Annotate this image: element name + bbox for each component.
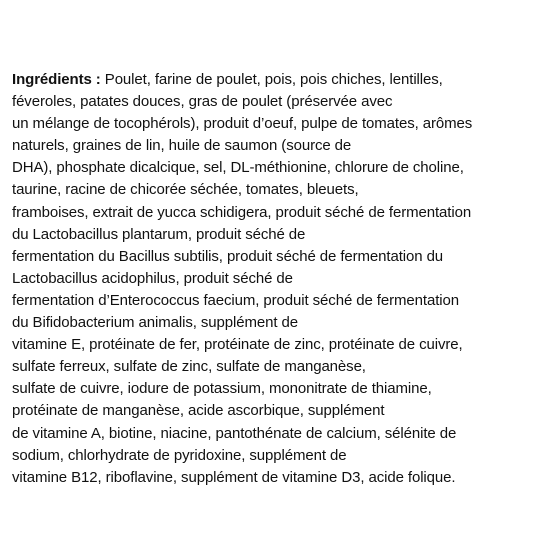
ingredients-line-13: vitamine E, protéinate de fer, protéinate de zinc, protéinate de cuivre, (12, 336, 463, 354)
ingredients-line-2: féveroles, patates douces, gras de poulet (préservée avec (12, 93, 393, 111)
ingredients-line-4: naturels, graines de lin, huile de saumon (source de (12, 137, 352, 155)
ingredients-line-19: vitamine B12, riboflavine, supplément de vitamine D3, acide folique. (12, 468, 456, 486)
ingredients-line-7: framboises, extrait de yucca schidigera, produit séché de fermentation (12, 203, 472, 221)
ingredients-line-1 (12, 69, 552, 91)
ingredients-heading: Ingrédients : (12, 71, 101, 88)
ingredients-line-5: DHA), phosphate dicalcique, sel, DL-méthionine, chlorure de choline, (12, 159, 464, 177)
ingredients-line-12: du Bifidobacterium animalis, supplément de (12, 314, 298, 332)
ingredients-text-block (12, 69, 552, 489)
ingredients-line-6: taurine, racine de chicorée séchée, tomates, bleuets, (12, 181, 359, 199)
ingredients-line-9: fermentation du Bacillus subtilis, produit séché de fermentation du (12, 247, 444, 265)
ingredients-line-3: un mélange de tocophérols), produit d’oeuf, pulpe de tomates, arômes (12, 115, 473, 133)
ingredients-line-11: fermentation d’Enterococcus faecium, produit séché de fermentation (12, 291, 459, 309)
ingredients-line-text: Poulet, farine de poulet, pois, pois chiches, lentilles, (100, 71, 443, 88)
ingredients-line-16: protéinate de manganèse, acide ascorbique, supplément (12, 402, 385, 420)
ingredients-line-10: Lactobacillus acidophilus, produit séché de (12, 269, 293, 287)
ingredients-line-18: sodium, chlorhydrate de pyridoxine, supplément de (12, 446, 347, 464)
ingredients-line-14: sulfate ferreux, sulfate de zinc, sulfate de manganèse, (12, 358, 366, 376)
ingredients-line-15: sulfate de cuivre, iodure de potassium, mononitrate de thiamine, (12, 380, 432, 398)
ingredients-line-17: de vitamine A, biotine, niacine, pantothénate de calcium, sélénite de (12, 424, 457, 442)
ingredients-line-8: du Lactobacillus plantarum, produit séché de (12, 225, 306, 243)
